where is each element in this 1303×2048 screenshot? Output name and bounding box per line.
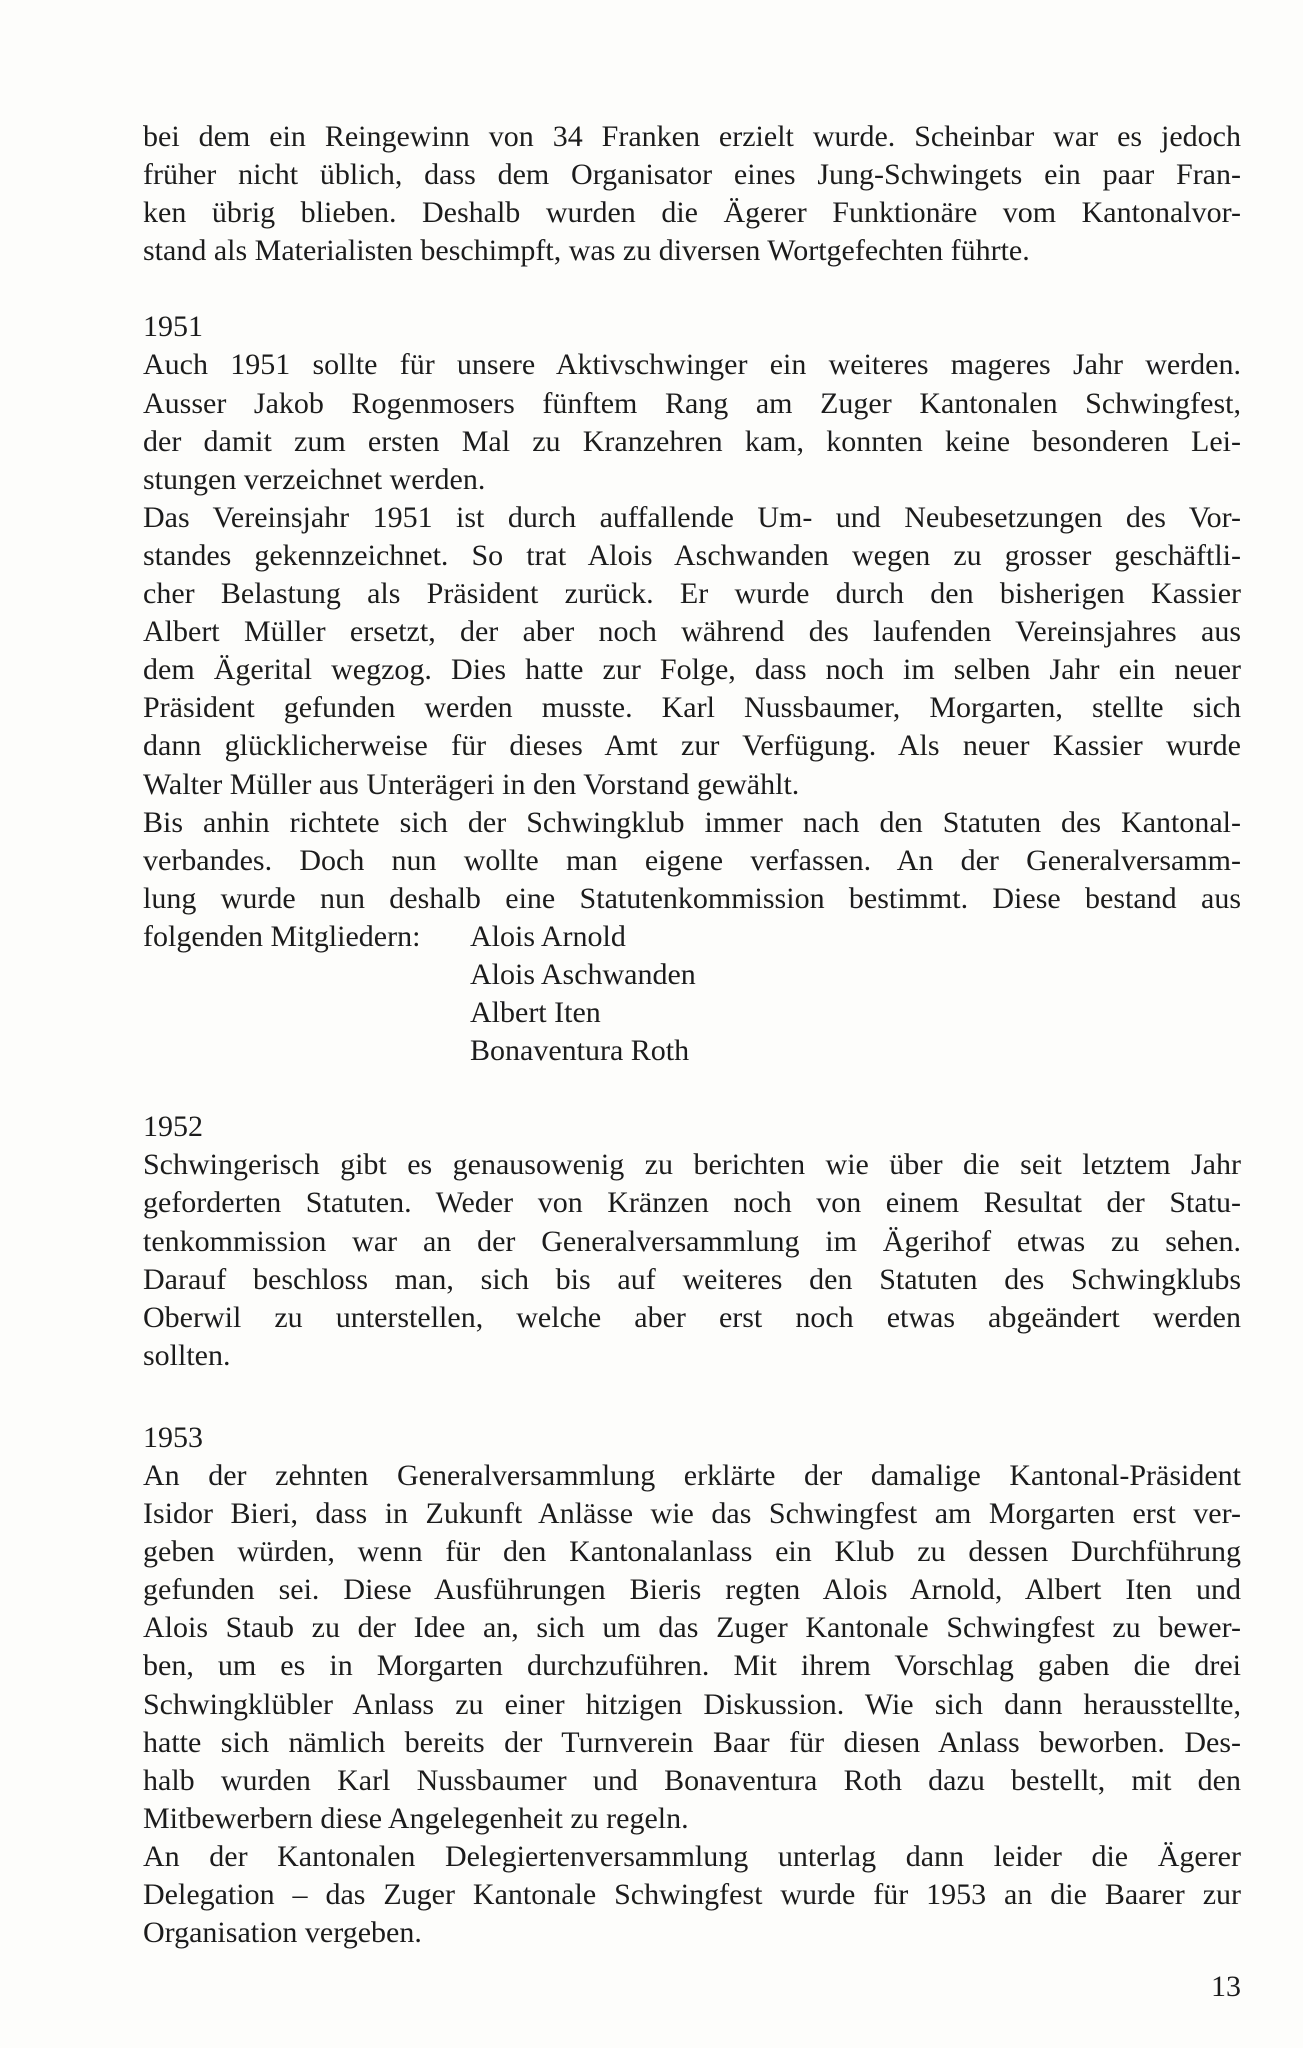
text-line: gefunden sei. Diese Ausführungen Bieris regten Alois Arnold, Albert Iten und <box>143 1573 1241 1607</box>
members-label: folgenden Mitgliedern: <box>143 919 421 953</box>
year-heading-1953: 1953 <box>143 1420 203 1454</box>
text-line: standes gekennzeichnet. So trat Alois Aschwanden wegen zu grosser geschäftli- <box>143 538 1241 572</box>
commission-members <box>143 918 1241 1070</box>
text-line: An der Kantonalen Delegiertenversammlung unterlag dann leider die Ägerer <box>143 1839 1241 1873</box>
member-name: Albert Iten <box>470 996 601 1030</box>
text-line: Darauf beschloss man, sich bis auf weiteres den Statuten des Schwingklubs <box>143 1262 1241 1296</box>
text-line: lung wurde nun deshalb eine Statutenkommission bestimmt. Diese bestand aus <box>143 881 1241 915</box>
member-name: Alois Arnold <box>470 919 626 953</box>
text-line: Schwingerisch gibt es genausowenig zu berichten wie über die seit letztem Jahr <box>143 1148 1241 1182</box>
paragraph-1951-performance <box>143 346 1241 498</box>
text-line: stand als Materialisten beschimpft, was zu diversen Wortgefechten führte. <box>143 234 1030 268</box>
text-line: Auch 1951 sollte für unsere Aktivschwinger ein weiteres mageres Jahr werden. <box>143 348 1241 382</box>
text-line: Isidor Bieri, dass in Zukunft Anlässe wie das Schwingfest am Morgarten erst ver- <box>143 1497 1241 1531</box>
text-column <box>143 118 1241 1952</box>
text-line: Walter Müller aus Unterägeri in den Vorstand gewählt. <box>143 767 800 801</box>
text-line: Ausser Jakob Rogenmosers fünftem Rang am Zuger Kantonalen Schwingfest, <box>143 386 1241 420</box>
text-line: Albert Müller ersetzt, der aber noch während des laufenden Vereinsjahres aus <box>143 615 1241 649</box>
members-list <box>470 918 696 1070</box>
paragraph-1953-assembly <box>143 1457 1241 1838</box>
text-line: früher nicht üblich, dass dem Organisator eines Jung-Schwingets ein paar Fran- <box>143 158 1241 192</box>
paragraph-1951-statutes <box>143 804 1241 918</box>
intro-paragraph <box>143 118 1241 270</box>
paragraph-1952 <box>143 1146 1241 1375</box>
text-line: ben, um es in Morgarten durchzuführen. Mit ihrem Vorschlag gaben die drei <box>143 1649 1241 1683</box>
text-line: Das Vereinsjahr 1951 ist durch auffallende Um- und Neubesetzungen des Vor- <box>143 500 1241 534</box>
year-heading-1951: 1951 <box>143 310 203 344</box>
paragraph-1951-board <box>143 499 1241 804</box>
text-line: der damit zum ersten Mal zu Kranzehren kam, konnten keine besonderen Lei- <box>143 424 1241 458</box>
text-line: Delegation – das Zuger Kantonale Schwingfest wurde für 1953 an die Baarer zur <box>143 1878 1241 1912</box>
text-line: bei dem ein Reingewinn von 34 Franken erzielt wurde. Scheinbar war es jedoch <box>143 120 1241 153</box>
text-line: geforderten Statuten. Weder von Kränzen noch von einem Resultat der Statu- <box>143 1186 1241 1220</box>
text-line: dann glücklicherweise für dieses Amt zur Verfügung. Als neuer Kassier wurde <box>143 729 1241 763</box>
member-name: Bonaventura Roth <box>470 1034 690 1068</box>
text-line: tenkommission war an der Generalversammlung im Ägerihof etwas zu sehen. <box>143 1224 1241 1258</box>
text-line: Präsident gefunden werden musste. Karl Nussbaumer, Morgarten, stellte sich <box>143 691 1241 725</box>
text-line: verbandes. Doch nun wollte man eigene verfassen. An der Generalversamm- <box>143 843 1241 877</box>
text-line: hatte sich nämlich bereits der Turnverein Baar für diesen Anlass beworben. Des- <box>143 1725 1241 1759</box>
text-line: Oberwil zu unterstellen, welche aber erst noch etwas abgeändert werden <box>143 1300 1241 1334</box>
year-heading-1952: 1952 <box>143 1110 203 1144</box>
text-line: halb wurden Karl Nussbaumer und Bonaventura Roth dazu bestellt, mit den <box>143 1763 1241 1797</box>
text-line: dem Ägerital wegzog. Dies hatte zur Folge, dass noch im selben Jahr ein neuer <box>143 653 1241 687</box>
text-line: Organisation vergeben. <box>143 1916 422 1950</box>
text-line: geben würden, wenn für den Kantonalanlass ein Klub zu dessen Durchführung <box>143 1535 1241 1569</box>
paragraph-1953-delegates <box>143 1838 1241 1952</box>
text-line: cher Belastung als Präsident zurück. Er wurde durch den bisherigen Kassier <box>143 577 1241 611</box>
text-line: Alois Staub zu der Idee an, sich um das Zuger Kantonale Schwingfest zu bewer- <box>143 1611 1241 1645</box>
text-line: stungen verzeichnet werden. <box>143 462 486 496</box>
text-line: ken übrig blieben. Deshalb wurden die Ägerer Funktionäre vom Kantonalvor- <box>143 196 1241 230</box>
page-number: 13 <box>1211 1970 1241 2003</box>
text-line: An der zehnten Generalversammlung erklärte der damalige Kantonal-Präsident <box>143 1459 1241 1492</box>
text-line: sollten. <box>143 1338 231 1372</box>
text-line: Mitbewerbern diese Angelegenheit zu regeln. <box>143 1801 689 1835</box>
text-line: Schwingklübler Anlass zu einer hitzigen Diskussion. Wie sich dann herausstellte, <box>143 1687 1241 1721</box>
text-line: Bis anhin richtete sich der Schwingklub immer nach den Statuten des Kantonal- <box>143 805 1241 839</box>
member-name: Alois Aschwanden <box>470 957 696 991</box>
